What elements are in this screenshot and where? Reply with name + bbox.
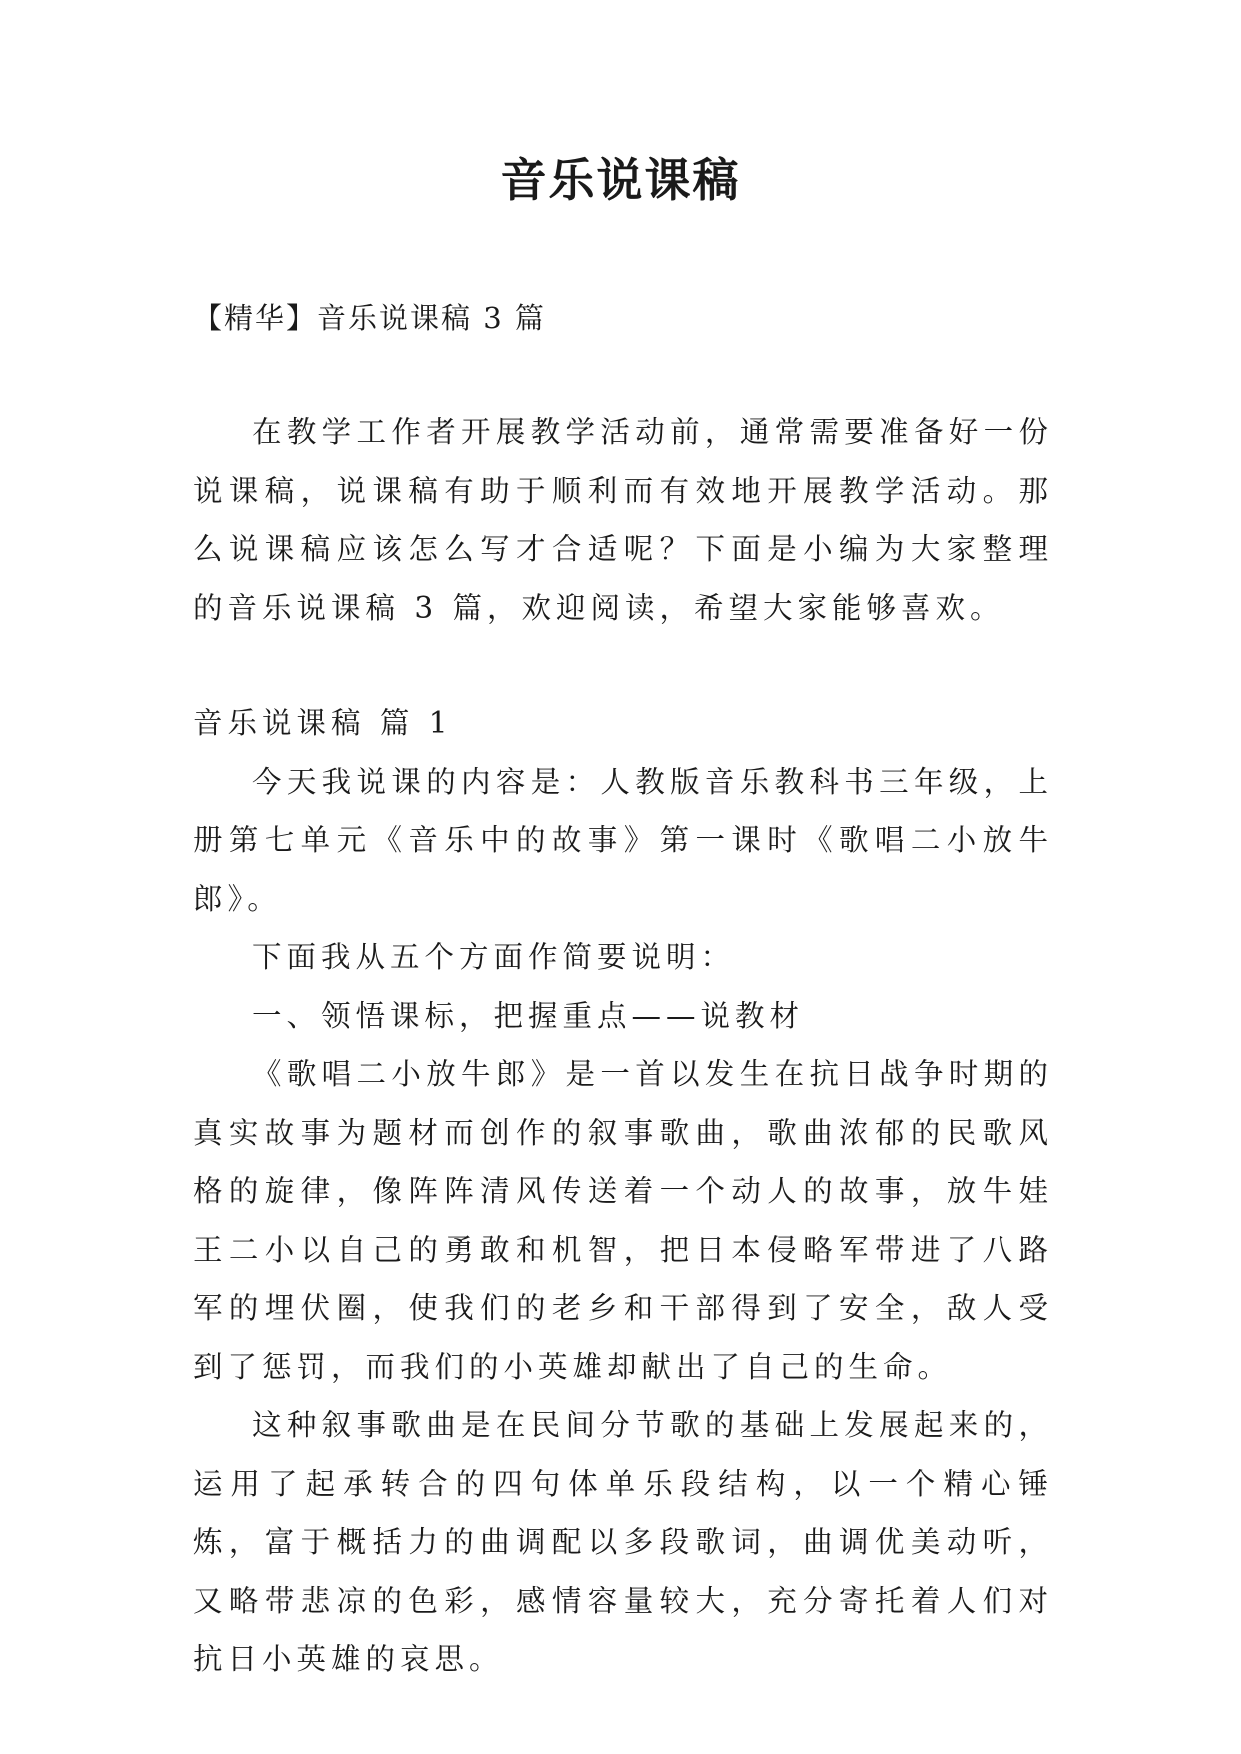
document-title: 音乐说课稿: [500, 153, 741, 207]
body-paragraph: 《歌唱二小放牛郎》是一首以发生在抗日战争时期的真实故事为题材而创作的叙事歌曲，歌曲浓郁的民歌风格的旋律，像阵阵清风传送着一个动人的故事，放牛娃王二小以自己的勇敢和机智，把日本侵略军带进了八路军的埋伏圈，使我们的老乡和干部得到了安全，敌人受到了惩罚，而我们的小英雄却献出了自己的生命。: [193, 1057, 1053, 1384]
section-1: [193, 694, 1053, 1689]
body-paragraph: 今天我说课的内容是：人教版音乐教科书三年级，上册第七单元《音乐中的故事》第一课时《歌唱二小放牛郎》。: [193, 764, 1053, 916]
body-paragraph: 这种叙事歌曲是在民间分节歌的基础上发展起来的，运用了起承转合的四句体单乐段结构，以一个精心锤炼，富于概括力的曲调配以多段歌词，曲调优美动听，又略带悲凉的色彩，感情容量较大，充分寄托着人们对抗日小英雄的哀思。: [193, 1408, 1053, 1676]
intro-block: [193, 403, 1053, 637]
section-heading: 音乐说课稿 篇 1: [193, 706, 453, 740]
body-paragraph: 一、领悟课标，把握重点——说教材: [252, 998, 805, 1033]
document-subtitle: 【精华】音乐说课稿 3 篇: [193, 301, 546, 335]
body-paragraph: 下面我从五个方面作简要说明：: [252, 940, 736, 974]
intro-paragraph: 在教学工作者开展教学活动前，通常需要准备好一份说课稿，说课稿有助于顺利而有效地开展教学活动。那么说课稿应该怎么写才合适呢？下面是小编为大家整理的音乐说课稿 3 篇，欢迎阅读，希望大家能够喜欢。: [193, 415, 1053, 625]
